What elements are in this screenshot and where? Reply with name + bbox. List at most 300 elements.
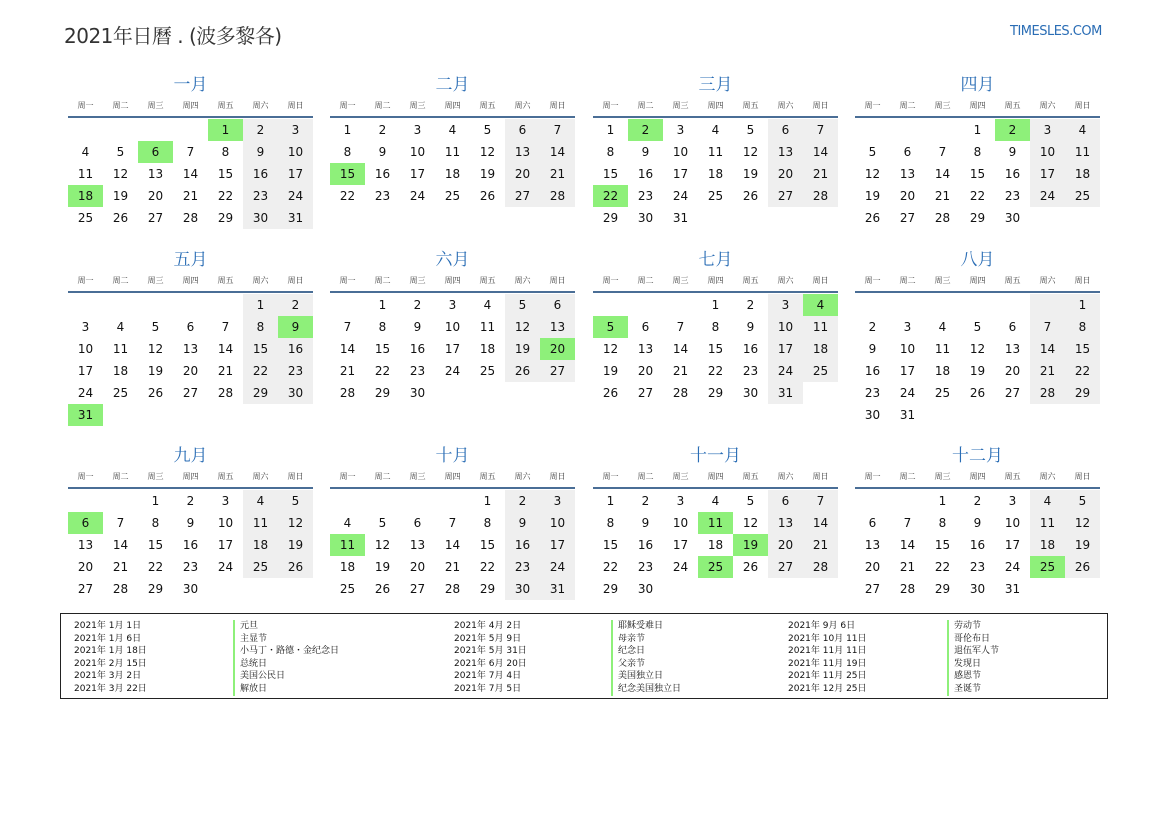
day-cell: 2 <box>746 298 755 312</box>
header-rule <box>330 487 575 489</box>
day-cell: 27 <box>768 556 803 578</box>
empty-day-cell <box>208 294 243 316</box>
day-cell: 24 <box>1030 185 1065 207</box>
day-cell: 24 <box>672 560 689 574</box>
day-cell: 21 <box>803 534 838 556</box>
month-name: 七月 <box>698 250 733 270</box>
header-rule <box>330 291 575 293</box>
holiday-date: 2021年 9月 6日 <box>788 621 856 631</box>
day-cell: 4 <box>711 123 720 137</box>
holiday-day-cell: 6 <box>68 512 103 534</box>
empty-day-cell <box>68 119 103 141</box>
day-cell: 20 <box>505 163 540 185</box>
day-cell: 27 <box>182 386 199 400</box>
day-cell: 8 <box>606 145 615 159</box>
header-rule <box>330 116 575 118</box>
day-cell: 3 <box>221 494 230 508</box>
weekday-label: 周三 <box>934 472 951 481</box>
day-cell: 17 <box>540 534 575 556</box>
weekday-label: 周三 <box>934 276 951 285</box>
empty-day-cell <box>68 490 103 512</box>
day-cell: 9 <box>746 320 755 334</box>
weekday-label: 周二 <box>374 101 391 110</box>
day-cell: 29 <box>479 582 496 596</box>
empty-day-cell <box>138 294 173 316</box>
day-cell: 20 <box>637 364 654 378</box>
holiday-name: 哥伦布日 <box>947 633 999 646</box>
day-cell: 18 <box>243 534 278 556</box>
empty-day-cell <box>890 294 925 316</box>
day-cell: 5 <box>1065 490 1100 512</box>
holiday-name: 发现日 <box>947 658 999 671</box>
day-cell: 13 <box>899 167 916 181</box>
day-cell: 26 <box>278 556 313 578</box>
day-cell: 18 <box>707 167 724 181</box>
weekday-label: 周六 <box>514 276 531 285</box>
day-cell: 5 <box>151 320 160 334</box>
day-cell: 25 <box>1065 185 1100 207</box>
day-cell: 6 <box>540 294 575 316</box>
day-cell: 28 <box>803 556 838 578</box>
day-cell: 19 <box>112 189 129 203</box>
weekday-label: 周日 <box>812 472 829 481</box>
empty-day-cell <box>103 119 138 141</box>
day-cell: 14 <box>934 167 951 181</box>
weekday-label: 周五 <box>1004 472 1021 481</box>
day-cell: 30 <box>637 211 654 225</box>
month-calendar <box>855 445 1100 600</box>
day-cell: 25 <box>243 556 278 578</box>
day-cell: 4 <box>1065 119 1100 141</box>
weekday-label: 周六 <box>1039 276 1056 285</box>
day-cell: 29 <box>602 211 619 225</box>
weekday-label: 周三 <box>409 101 426 110</box>
day-cell: 17 <box>77 364 94 378</box>
day-cell: 6 <box>186 320 195 334</box>
holiday-name: 纪念日 <box>611 645 681 658</box>
day-cell: 16 <box>243 163 278 185</box>
day-cell: 5 <box>746 123 755 137</box>
day-cell: 27 <box>864 582 881 596</box>
day-cell: 19 <box>742 167 759 181</box>
day-cell: 21 <box>182 189 199 203</box>
day-cell: 13 <box>864 538 881 552</box>
weekday-label: 周五 <box>217 101 234 110</box>
holiday-date: 2021年 3月 2日 <box>74 671 142 682</box>
day-cell: 18 <box>479 342 496 356</box>
weekday-label: 周日 <box>287 276 304 285</box>
day-cell: 15 <box>243 338 278 360</box>
day-cell: 29 <box>217 211 234 225</box>
holiday-name: 主显节 <box>233 633 339 646</box>
holiday-date: 2021年 1月 6日 <box>74 633 142 644</box>
weekday-label: 周四 <box>969 276 986 285</box>
day-cell: 25 <box>339 582 356 596</box>
weekday-label: 周六 <box>252 276 269 285</box>
weekday-label: 周日 <box>1074 101 1091 110</box>
day-cell: 25 <box>479 364 496 378</box>
day-cell: 1 <box>711 298 720 312</box>
weekday-label: 周五 <box>1004 101 1021 110</box>
day-cell: 26 <box>479 189 496 203</box>
holiday-date: 2021年 7月 5日 <box>454 683 522 694</box>
weekday-label: 周一 <box>77 472 94 481</box>
holiday-name: 圣诞节 <box>947 683 999 696</box>
month-name: 五月 <box>173 250 208 270</box>
day-cell: 17 <box>672 167 689 181</box>
day-cell: 23 <box>637 560 654 574</box>
day-cell: 21 <box>672 364 689 378</box>
weekday-label: 周一 <box>339 101 356 110</box>
holiday-day-cell: 31 <box>68 404 103 426</box>
day-cell: 25 <box>444 189 461 203</box>
holiday-day-cell: 1 <box>208 119 243 141</box>
weekday-label: 周六 <box>514 101 531 110</box>
month-name: 三月 <box>698 75 733 95</box>
day-cell: 13 <box>768 512 803 534</box>
day-cell: 15 <box>707 342 724 356</box>
holiday-date: 2021年 11月 25日 <box>788 671 867 682</box>
day-cell: 11 <box>112 342 129 356</box>
day-cell: 24 <box>278 185 313 207</box>
day-cell: 29 <box>602 582 619 596</box>
day-cell: 4 <box>448 123 457 137</box>
day-cell: 10 <box>540 512 575 534</box>
month-calendar <box>330 249 575 404</box>
month-name: 十月 <box>435 446 470 466</box>
empty-day-cell <box>435 490 470 512</box>
day-cell: 8 <box>483 516 492 530</box>
day-cell: 13 <box>505 141 540 163</box>
day-cell: 20 <box>768 534 803 556</box>
empty-day-cell <box>995 294 1030 316</box>
day-cell: 12 <box>505 316 540 338</box>
day-cell: 24 <box>77 386 94 400</box>
weekday-label: 周三 <box>934 101 951 110</box>
day-cell: 7 <box>448 516 457 530</box>
header-rule <box>593 291 838 293</box>
holiday-name: 纪念美国独立日 <box>611 683 681 696</box>
day-cell: 22 <box>147 560 164 574</box>
day-cell: 10 <box>1004 516 1021 530</box>
holiday-day-cell: 4 <box>803 294 838 316</box>
day-cell: 8 <box>606 516 615 530</box>
day-cell: 23 <box>409 364 426 378</box>
day-cell: 1 <box>343 123 352 137</box>
day-cell: 30 <box>409 386 426 400</box>
day-cell: 23 <box>182 560 199 574</box>
day-cell: 21 <box>803 163 838 185</box>
day-cell: 11 <box>934 342 951 356</box>
holiday-name: 元旦 <box>233 620 339 633</box>
day-cell: 11 <box>479 320 496 334</box>
day-cell: 16 <box>742 342 759 356</box>
day-cell: 26 <box>147 386 164 400</box>
month-calendar <box>330 74 575 207</box>
holiday-day-cell: 9 <box>278 316 313 338</box>
day-cell: 28 <box>1030 382 1065 404</box>
day-cell: 23 <box>969 560 986 574</box>
day-cell: 16 <box>637 538 654 552</box>
header-rule <box>68 116 313 118</box>
holiday-date: 2021年 11月 19日 <box>788 658 867 669</box>
day-cell: 10 <box>217 516 234 530</box>
weekday-label: 周四 <box>707 276 724 285</box>
weekday-label: 周一 <box>339 276 356 285</box>
day-cell: 4 <box>116 320 125 334</box>
weekday-label: 周五 <box>742 101 759 110</box>
day-cell: 13 <box>77 538 94 552</box>
day-cell: 2 <box>413 298 422 312</box>
day-cell: 29 <box>147 582 164 596</box>
day-cell: 7 <box>938 145 947 159</box>
day-cell: 10 <box>672 145 689 159</box>
weekday-label: 周日 <box>1074 472 1091 481</box>
day-cell: 22 <box>1065 360 1100 382</box>
day-cell: 1 <box>606 123 615 137</box>
day-cell: 20 <box>409 560 426 574</box>
weekday-label: 周四 <box>969 472 986 481</box>
day-cell: 21 <box>1030 360 1065 382</box>
day-cell: 22 <box>217 189 234 203</box>
empty-day-cell <box>855 490 890 512</box>
month-name: 八月 <box>960 250 995 270</box>
day-cell: 4 <box>711 494 720 508</box>
day-cell: 23 <box>505 556 540 578</box>
day-cell: 23 <box>637 189 654 203</box>
day-cell: 19 <box>374 560 391 574</box>
month-name: 四月 <box>960 75 995 95</box>
day-cell: 16 <box>182 538 199 552</box>
day-cell: 17 <box>444 342 461 356</box>
day-cell: 29 <box>374 386 391 400</box>
day-cell: 23 <box>864 386 881 400</box>
day-cell: 3 <box>1030 119 1065 141</box>
day-cell: 2 <box>186 494 195 508</box>
day-cell: 6 <box>903 145 912 159</box>
day-cell: 2 <box>641 494 650 508</box>
day-cell: 13 <box>768 141 803 163</box>
day-cell: 8 <box>973 145 982 159</box>
empty-day-cell <box>663 294 698 316</box>
empty-day-cell <box>68 294 103 316</box>
day-cell: 29 <box>707 386 724 400</box>
holiday-day-cell: 15 <box>330 163 365 185</box>
day-cell: 3 <box>278 119 313 141</box>
day-cell: 10 <box>444 320 461 334</box>
day-cell: 17 <box>899 364 916 378</box>
header-rule <box>855 487 1100 489</box>
day-cell: 17 <box>217 538 234 552</box>
empty-day-cell <box>365 490 400 512</box>
day-cell: 5 <box>278 490 313 512</box>
weekday-label: 周六 <box>777 276 794 285</box>
day-cell: 2 <box>868 320 877 334</box>
day-cell: 3 <box>81 320 90 334</box>
empty-day-cell <box>628 294 663 316</box>
weekday-label: 周一 <box>77 101 94 110</box>
page-title: 2021年日曆 . (波多黎各) <box>64 24 282 48</box>
day-cell: 4 <box>243 490 278 512</box>
header-rule <box>68 291 313 293</box>
weekday-label: 周四 <box>707 101 724 110</box>
day-cell: 27 <box>637 386 654 400</box>
weekday-label: 周二 <box>112 101 129 110</box>
weekday-label: 周六 <box>1039 472 1056 481</box>
day-cell: 22 <box>602 560 619 574</box>
weekday-label: 周五 <box>742 276 759 285</box>
day-cell: 16 <box>969 538 986 552</box>
weekday-label: 周一 <box>602 276 619 285</box>
day-cell: 6 <box>641 320 650 334</box>
weekday-label: 周二 <box>374 472 391 481</box>
holiday-day-cell: 11 <box>330 534 365 556</box>
day-cell: 25 <box>934 386 951 400</box>
day-cell: 19 <box>1065 534 1100 556</box>
day-cell: 24 <box>1004 560 1021 574</box>
day-cell: 7 <box>221 320 230 334</box>
day-cell: 25 <box>803 360 838 382</box>
day-cell: 15 <box>147 538 164 552</box>
holiday-name: 美国公民日 <box>233 670 339 683</box>
holiday-day-cell: 22 <box>593 185 628 207</box>
day-cell: 29 <box>1065 382 1100 404</box>
empty-day-cell <box>890 119 925 141</box>
day-cell: 7 <box>903 516 912 530</box>
weekday-label: 周三 <box>147 101 164 110</box>
holiday-day-cell: 2 <box>995 119 1030 141</box>
day-cell: 22 <box>374 364 391 378</box>
weekday-label: 周一 <box>602 472 619 481</box>
day-cell: 14 <box>339 342 356 356</box>
weekday-label: 周三 <box>409 276 426 285</box>
weekday-label: 周日 <box>549 101 566 110</box>
brand-link[interactable]: TIMESLES.COM <box>1010 24 1102 39</box>
day-cell: 5 <box>505 294 540 316</box>
day-cell: 21 <box>540 163 575 185</box>
day-cell: 31 <box>768 382 803 404</box>
day-cell: 24 <box>409 189 426 203</box>
day-cell: 21 <box>217 364 234 378</box>
day-cell: 21 <box>444 560 461 574</box>
weekday-label: 周四 <box>182 276 199 285</box>
day-cell: 30 <box>864 408 881 422</box>
day-cell: 2 <box>378 123 387 137</box>
day-cell: 18 <box>339 560 356 574</box>
day-cell: 10 <box>672 516 689 530</box>
day-cell: 9 <box>641 145 650 159</box>
weekday-label: 周六 <box>252 472 269 481</box>
day-cell: 7 <box>116 516 125 530</box>
weekday-label: 周六 <box>777 472 794 481</box>
day-cell: 30 <box>637 582 654 596</box>
day-cell: 14 <box>1030 338 1065 360</box>
day-cell: 14 <box>540 141 575 163</box>
day-cell: 19 <box>969 364 986 378</box>
holiday-day-cell: 5 <box>593 316 628 338</box>
day-cell: 22 <box>934 560 951 574</box>
day-cell: 13 <box>147 167 164 181</box>
holiday-date: 2021年 5月 31日 <box>454 646 527 657</box>
month-calendar <box>68 74 313 229</box>
empty-day-cell <box>330 294 365 316</box>
weekday-label: 周二 <box>637 472 654 481</box>
empty-day-cell <box>103 490 138 512</box>
weekday-label: 周三 <box>672 276 689 285</box>
day-cell: 30 <box>742 386 759 400</box>
header-rule <box>593 116 838 118</box>
day-cell: 18 <box>707 538 724 552</box>
day-cell: 20 <box>182 364 199 378</box>
month-calendar <box>330 445 575 600</box>
holiday-date: 2021年 3月 22日 <box>74 683 147 694</box>
holiday-date: 2021年 5月 9日 <box>454 633 522 644</box>
empty-day-cell <box>173 294 208 316</box>
day-cell: 16 <box>278 338 313 360</box>
empty-day-cell <box>855 294 890 316</box>
weekday-label: 周二 <box>637 101 654 110</box>
day-cell: 18 <box>1030 534 1065 556</box>
day-cell: 9 <box>973 516 982 530</box>
day-cell: 3 <box>1008 494 1017 508</box>
day-cell: 8 <box>1065 316 1100 338</box>
weekday-label: 周二 <box>374 276 391 285</box>
day-cell: 2 <box>505 490 540 512</box>
day-cell: 24 <box>217 560 234 574</box>
month-name: 九月 <box>173 446 208 466</box>
day-cell: 13 <box>182 342 199 356</box>
weekday-label: 周四 <box>969 101 986 110</box>
day-cell: 27 <box>1004 386 1021 400</box>
day-cell: 9 <box>186 516 195 530</box>
day-cell: 4 <box>1030 490 1065 512</box>
day-cell: 17 <box>768 338 803 360</box>
day-cell: 15 <box>1065 338 1100 360</box>
day-cell: 27 <box>77 582 94 596</box>
day-cell: 9 <box>505 512 540 534</box>
day-cell: 16 <box>374 167 391 181</box>
day-cell: 3 <box>903 320 912 334</box>
day-cell: 26 <box>969 386 986 400</box>
holiday-list <box>60 613 1108 699</box>
month-name: 一月 <box>173 75 208 95</box>
holiday-day-cell: 25 <box>1030 556 1065 578</box>
day-cell: 16 <box>1004 167 1021 181</box>
empty-day-cell <box>400 490 435 512</box>
day-cell: 15 <box>479 538 496 552</box>
day-cell: 14 <box>112 538 129 552</box>
weekday-label: 周二 <box>112 472 129 481</box>
weekday-label: 周日 <box>549 276 566 285</box>
day-cell: 7 <box>803 490 838 512</box>
day-cell: 28 <box>899 582 916 596</box>
weekday-label: 周三 <box>409 472 426 481</box>
day-cell: 14 <box>899 538 916 552</box>
day-cell: 14 <box>444 538 461 552</box>
holiday-date: 2021年 6月 20日 <box>454 658 527 669</box>
day-cell: 12 <box>742 516 759 530</box>
day-cell: 25 <box>707 189 724 203</box>
day-cell: 26 <box>112 211 129 225</box>
holiday-date: 2021年 7月 4日 <box>454 671 522 682</box>
weekday-label: 周二 <box>637 276 654 285</box>
weekday-label: 周四 <box>182 472 199 481</box>
day-cell: 7 <box>1030 316 1065 338</box>
day-cell: 18 <box>112 364 129 378</box>
day-cell: 15 <box>602 538 619 552</box>
weekday-label: 周四 <box>707 472 724 481</box>
header-rule <box>593 487 838 489</box>
